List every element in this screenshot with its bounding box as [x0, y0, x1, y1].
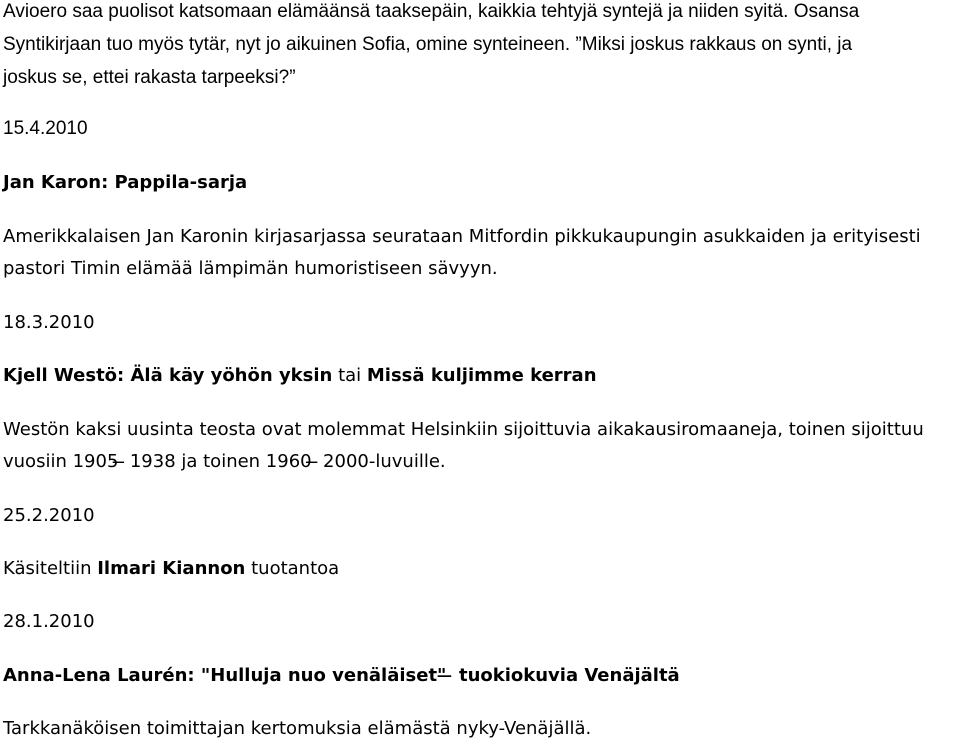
entry-title-author: Ilmari Kiannon	[97, 558, 246, 579]
intro-line-2: Syntikirjaan tuo myös tytär, nyt jo aikuinen Sofia, omine synteineen. ”Miksi joskus rakkaus on synti, ja	[3, 34, 853, 55]
entry-title-first-book: Kjell Westö: Älä käy yöhön yksin	[3, 365, 333, 386]
entry-date: 18.3.2010	[3, 312, 95, 333]
entry-title-prefix: Käsiteltiin	[3, 558, 98, 579]
entry-date: 15.4.2010	[3, 118, 88, 139]
entry-title-suffix: tuotantoa	[245, 558, 340, 579]
intro-line-1: Avioero saa puolisot katsomaan elämäänsä taaksepäin, kaikkia tehtyjä syntejä ja niiden syitä. Osansa	[3, 1, 860, 22]
entry-description-line-1: Westön kaksi uusinta teosta ovat molemmat Helsinkiin sijoittuvia aikakausiromaaneja, toinen sijoittuu	[3, 419, 924, 440]
entry-description-line-2: vuosiin 1905 ̶ 1938 ja toinen 1960 ̶ 2000-luvuille.	[3, 451, 446, 472]
entry-date: 25.2.2010	[3, 505, 95, 526]
entry-description-line-2: pastori Timin elämää lämpimän humoristiseen sävyyn.	[3, 258, 498, 279]
entry-title-connector: tai	[332, 365, 367, 386]
intro-line-3: joskus se, ettei rakasta tarpeeksi?”	[3, 67, 296, 88]
entry-title	[3, 364, 597, 388]
entry-date: 28.1.2010	[3, 611, 95, 632]
entry-title: Anna-Lena Laurén: "Hulluja nuo venäläiset" ̶ tuokiokuvia Venäjältä	[3, 665, 680, 686]
entry-title: Jan Karon: Pappila-sarja	[3, 172, 248, 193]
entry-description-line-1: Tarkkanäköisen toimittajan kertomuksia elämästä nyky-Venäjällä.	[3, 718, 592, 739]
entry-description-line-1: Amerikkalaisen Jan Karonin kirjasarjassa seurataan Mitfordin pikkukaupungin asukkaiden ja erityisesti	[3, 226, 921, 247]
entry-title-second-book: Missä kuljimme kerran	[366, 365, 597, 386]
entry-title	[3, 557, 339, 581]
